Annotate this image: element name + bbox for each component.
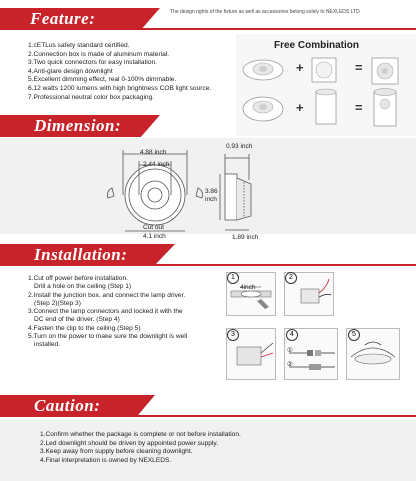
panel-4-label-b: ② <box>287 361 293 368</box>
dimension-base-label: 1.89 inch <box>232 234 259 241</box>
plus-sign: + <box>296 100 304 115</box>
feature-title: Feature: <box>30 9 96 28</box>
caution-banner-line <box>136 415 416 417</box>
step-number-4: 4 <box>286 329 298 341</box>
dimension-depth-label: 0.93 inch <box>226 143 253 150</box>
installation-step: 5.Turn on the power to make sure the downlight is well <box>28 333 188 341</box>
dimension-banner <box>0 115 236 137</box>
caution-title: Caution: <box>34 396 101 415</box>
equals-sign: = <box>355 60 363 75</box>
installation-title: Installation: <box>34 245 128 264</box>
feature-item: 6.12 watts 1200 lumens with high brightness COB light source. <box>28 84 212 92</box>
installation-step: 3.Connect the lamp connectors and locked it with the <box>28 308 183 316</box>
caution-item: 1.Confirm whether the package is complete or not before installation. <box>40 431 241 438</box>
design-rights-notice: The design rights of the fixture as well as accessories belong solely to NEXLEDS LTD <box>170 9 360 15</box>
installation-step: 2.Install the junction box. and connect the lamp driver. <box>28 291 186 299</box>
installation-step: 4.Fasten the clip to the ceiling.(Step 5) <box>28 324 141 332</box>
dimension-height-label: 3.86 inch <box>205 188 218 203</box>
feature-item: 5.Excellent dimming effect, real 0-100% dimmable. <box>28 76 177 84</box>
free-combination-illustration <box>236 54 416 134</box>
panel-1-label: 4inch <box>240 284 256 291</box>
feature-item: 1.cETLus safety standard certified. <box>28 42 130 49</box>
feature-list <box>28 42 248 102</box>
downlight-image <box>243 60 283 80</box>
installation-step: (Step 2)(Step 3) <box>34 299 81 307</box>
dimension-outer-label: 4.88 inch <box>140 149 167 156</box>
cylinder-trim-image <box>316 89 336 124</box>
installation-banner <box>0 244 416 266</box>
caution-item: 4.Final interpretation is owned by NEXLEDS. <box>40 456 172 464</box>
square-combo-image <box>372 58 398 84</box>
square-trim-image <box>312 58 336 82</box>
feature-item: 4.Anti-glare design downlight <box>28 67 113 75</box>
caution-item: 3.Keep away from supply before cleaning downlight. <box>40 448 193 456</box>
dimension-cutout-label: Cut out <box>143 224 164 231</box>
step-number-2: 2 <box>285 272 297 284</box>
plus-sign: + <box>296 60 304 75</box>
equals-sign: = <box>355 100 363 115</box>
feature-item: 7.Professional neutral color box packaging. <box>28 93 155 101</box>
installation-step: installed. <box>34 341 61 349</box>
installation-step: 1.Cut off power before installation. <box>28 275 128 282</box>
panel-4-label-a: ① <box>287 347 293 354</box>
dimension-inner-label: 2.44 inch <box>143 161 170 168</box>
dimension-drawing <box>0 138 416 234</box>
step-number-1: 1 <box>227 272 239 284</box>
cylinder-combo-image <box>374 89 396 127</box>
dimension-cutout-value: 4.1 inch <box>143 233 166 240</box>
caution-banner <box>0 395 416 417</box>
installation-banner-line <box>154 264 416 266</box>
feature-item: 2.Connection box is made of aluminum material. <box>28 50 170 58</box>
feature-item: 3.Two quick connectors for easy installation. <box>28 59 158 67</box>
step-number-5: 5 <box>348 329 360 341</box>
caution-item: 2.Led downlight should be driven by appointed power supply. <box>40 439 219 447</box>
feature-banner-line <box>140 28 416 30</box>
caution-list <box>40 431 370 465</box>
installation-step: DC end of the driver. (Step 4) <box>34 316 120 324</box>
installation-steps <box>28 275 228 350</box>
free-combination-title: Free Combination <box>274 40 360 51</box>
dimension-title: Dimension: <box>34 116 122 135</box>
installation-step: Drill a hole on the ceiling (Step 1) <box>34 283 132 291</box>
downlight-image <box>243 97 283 121</box>
step-number-3: 3 <box>227 329 239 341</box>
